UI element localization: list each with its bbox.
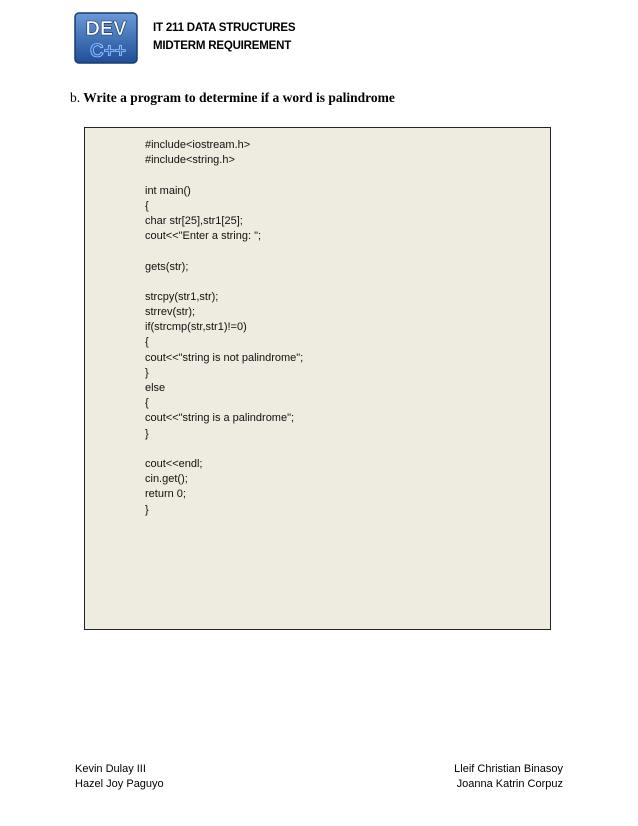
code-line: strrev(str); <box>145 306 196 319</box>
code-line: char str[25],str1[25]; <box>145 214 243 227</box>
question-text: Write a program to determine if a word is palindrome <box>83 90 395 105</box>
code-line: return 0; <box>145 488 186 501</box>
code-line <box>145 244 303 259</box>
code-line: cout<<"Enter a string: "; <box>145 230 262 243</box>
code-line: #include<string.h> <box>145 154 235 167</box>
question-letter: b. <box>70 90 81 105</box>
logo-text-top: DEV <box>85 18 127 40</box>
code-line <box>145 275 303 290</box>
code-line: cout<<endl; <box>145 457 203 470</box>
logo-text-bottom: C++ <box>90 41 126 62</box>
footer-right-authors <box>454 762 563 792</box>
code-line <box>145 442 303 457</box>
header-title <box>153 19 295 55</box>
footer-author: Lleif Christian Binasoy <box>454 763 563 775</box>
footer-author: Kevin Dulay III <box>75 763 146 775</box>
code-line: int main() <box>145 184 191 197</box>
header-title-line2: MIDTERM REQUIREMENT <box>153 40 292 52</box>
code-line: cout<<"string is not palindrome"; <box>145 351 304 364</box>
code-line: cin.get(); <box>145 473 188 486</box>
code-line: { <box>145 336 149 349</box>
code-line: else <box>145 382 166 394</box>
code-line: #include<iostream.h> <box>145 139 251 151</box>
code-line: } <box>145 366 149 379</box>
code-line: } <box>145 427 149 440</box>
code-listing <box>145 138 303 518</box>
code-line: { <box>145 199 149 212</box>
header-title-line1: IT 211 DATA STRUCTURES <box>153 22 296 34</box>
code-line: strcpy(str1,str); <box>145 290 219 303</box>
code-line <box>145 168 303 183</box>
code-line: if(strcmp(str,str1)!=0) <box>145 321 247 334</box>
footer-author: Hazel Joy Paguyo <box>75 778 164 790</box>
code-line: gets(str); <box>145 260 189 273</box>
question-heading <box>70 90 395 106</box>
code-line: } <box>145 503 149 516</box>
dev-cpp-logo <box>74 12 138 64</box>
code-box <box>84 127 551 630</box>
code-line: { <box>145 397 149 410</box>
code-line: cout<<"string is a palindrome"; <box>145 412 295 425</box>
footer-author: Joanna Katrin Corpuz <box>456 778 563 790</box>
footer-left-authors <box>75 762 164 792</box>
